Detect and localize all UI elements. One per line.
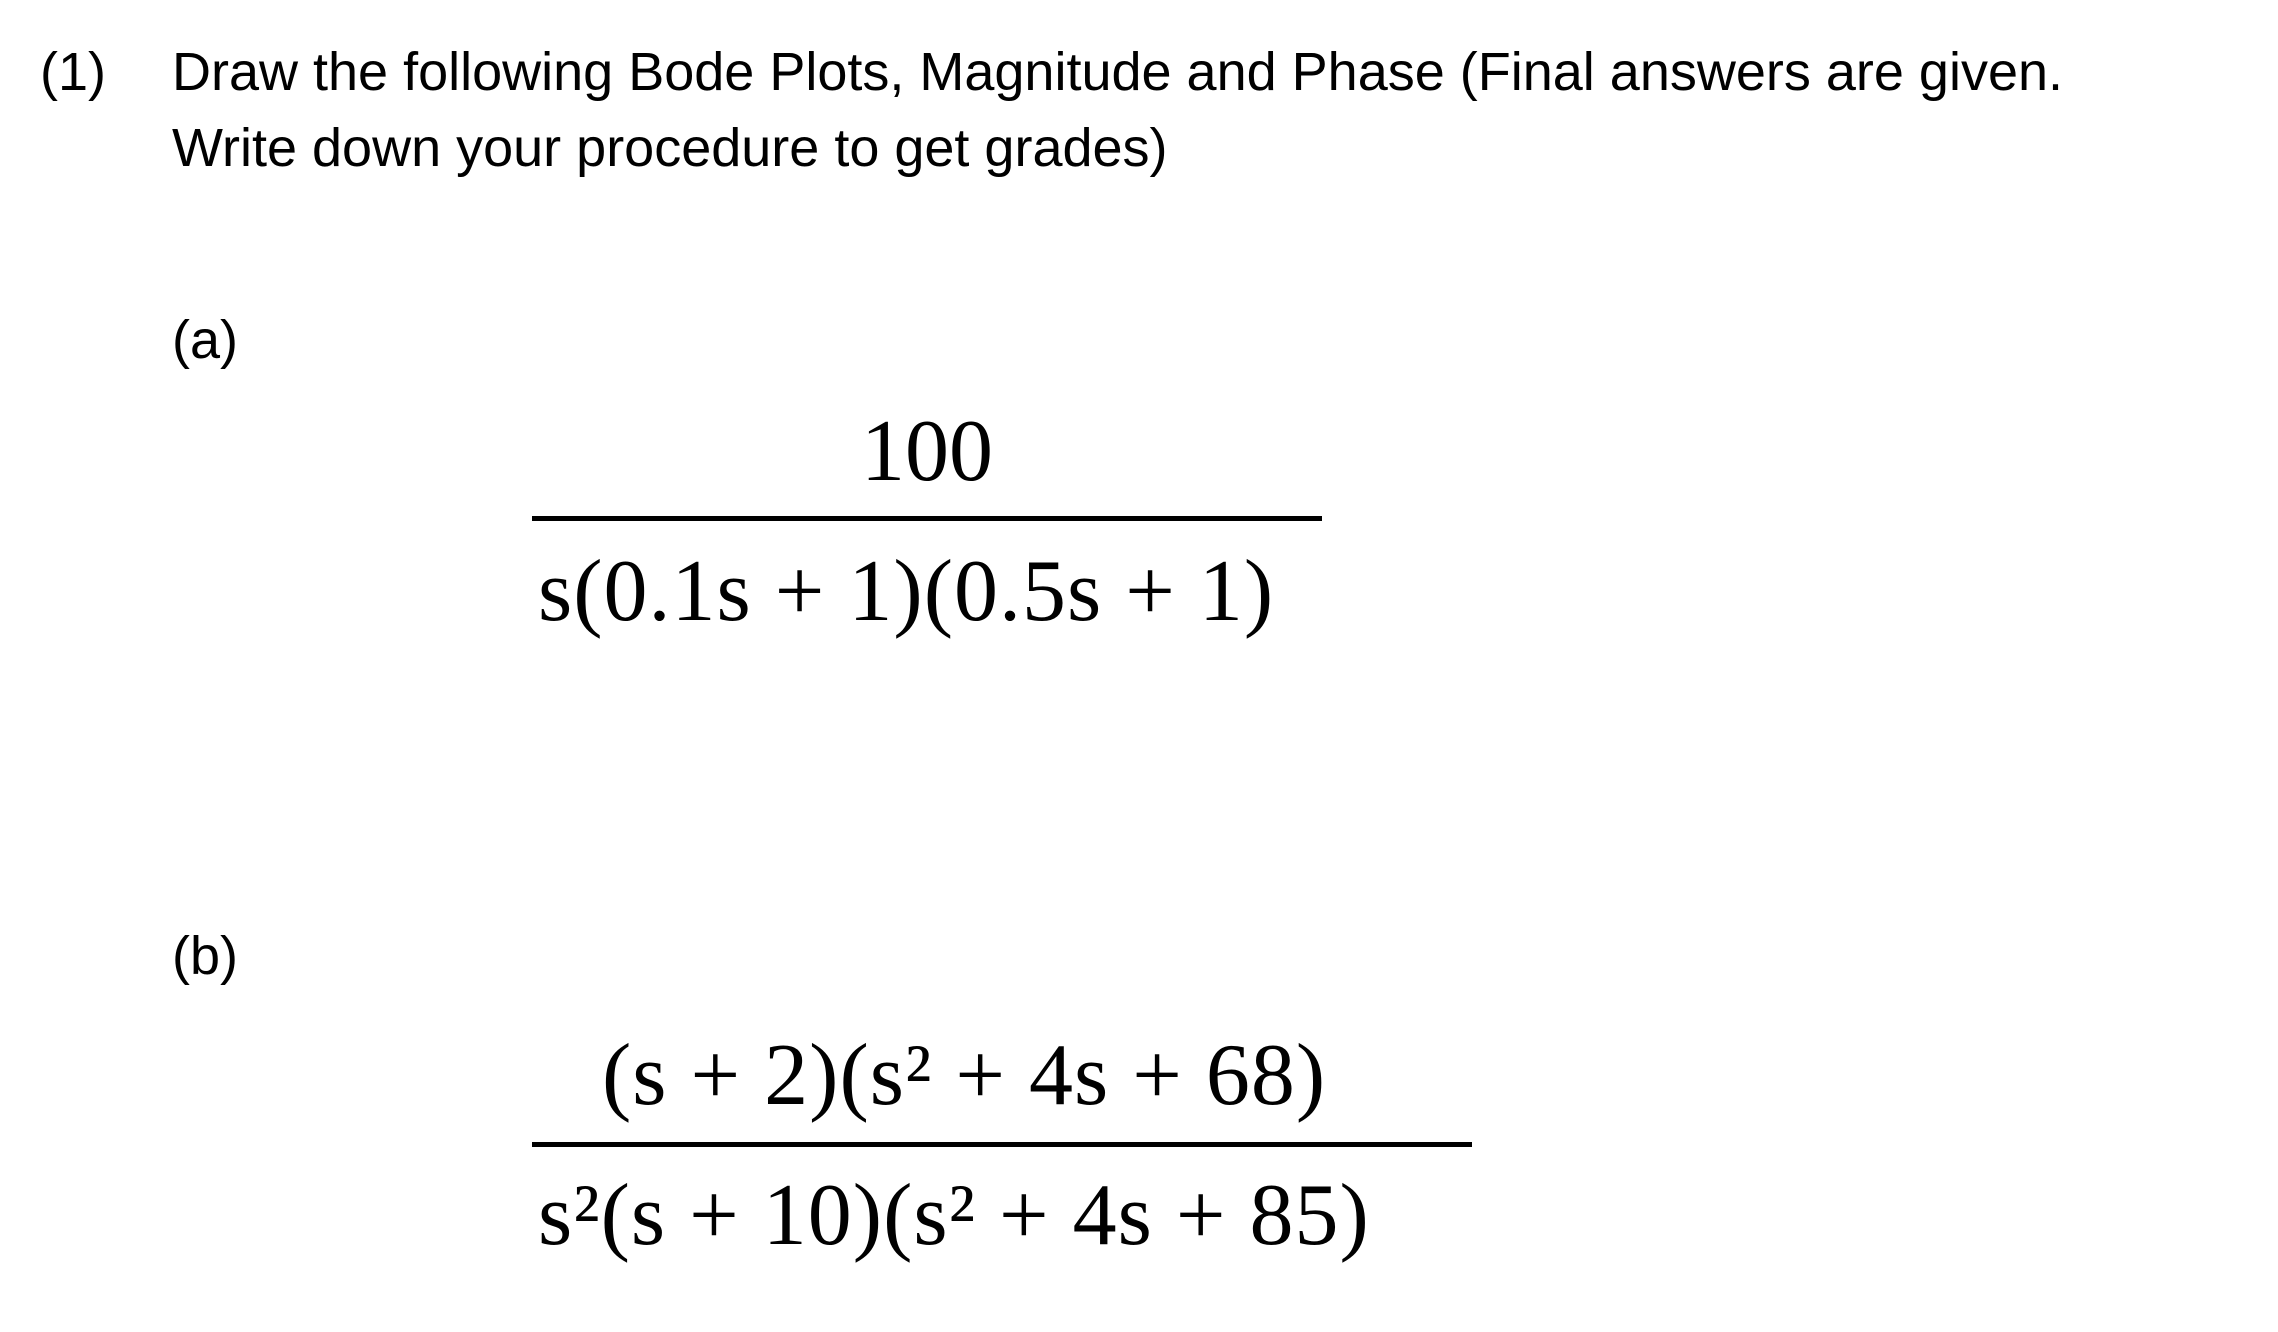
problem-statement	[172, 34, 2232, 186]
transfer-function-b-numerator: (s + 2)(s² + 4s + 68)	[602, 1027, 1327, 1124]
transfer-function-a-denominator: s(0.1s + 1)(0.5s + 1)	[538, 543, 1275, 640]
transfer-function-a-numerator: 100	[861, 403, 993, 500]
fraction-bar-b	[532, 1142, 1472, 1147]
fraction-bar-a	[532, 516, 1322, 521]
problem-statement-line-1: Draw the following Bode Plots, Magnitude and Phase (Final answers are given.	[172, 42, 2064, 102]
transfer-function-b	[532, 1010, 1472, 1310]
problem-number: (1)	[40, 42, 106, 102]
transfer-function-a	[532, 390, 1322, 670]
part-a-label: (a)	[172, 310, 238, 370]
part-b-label: (b)	[172, 926, 238, 986]
transfer-function-b-denominator: s²(s + 10)(s² + 4s + 85)	[538, 1167, 1370, 1264]
problem-statement-line-2: Write down your procedure to get grades)	[172, 118, 1168, 178]
